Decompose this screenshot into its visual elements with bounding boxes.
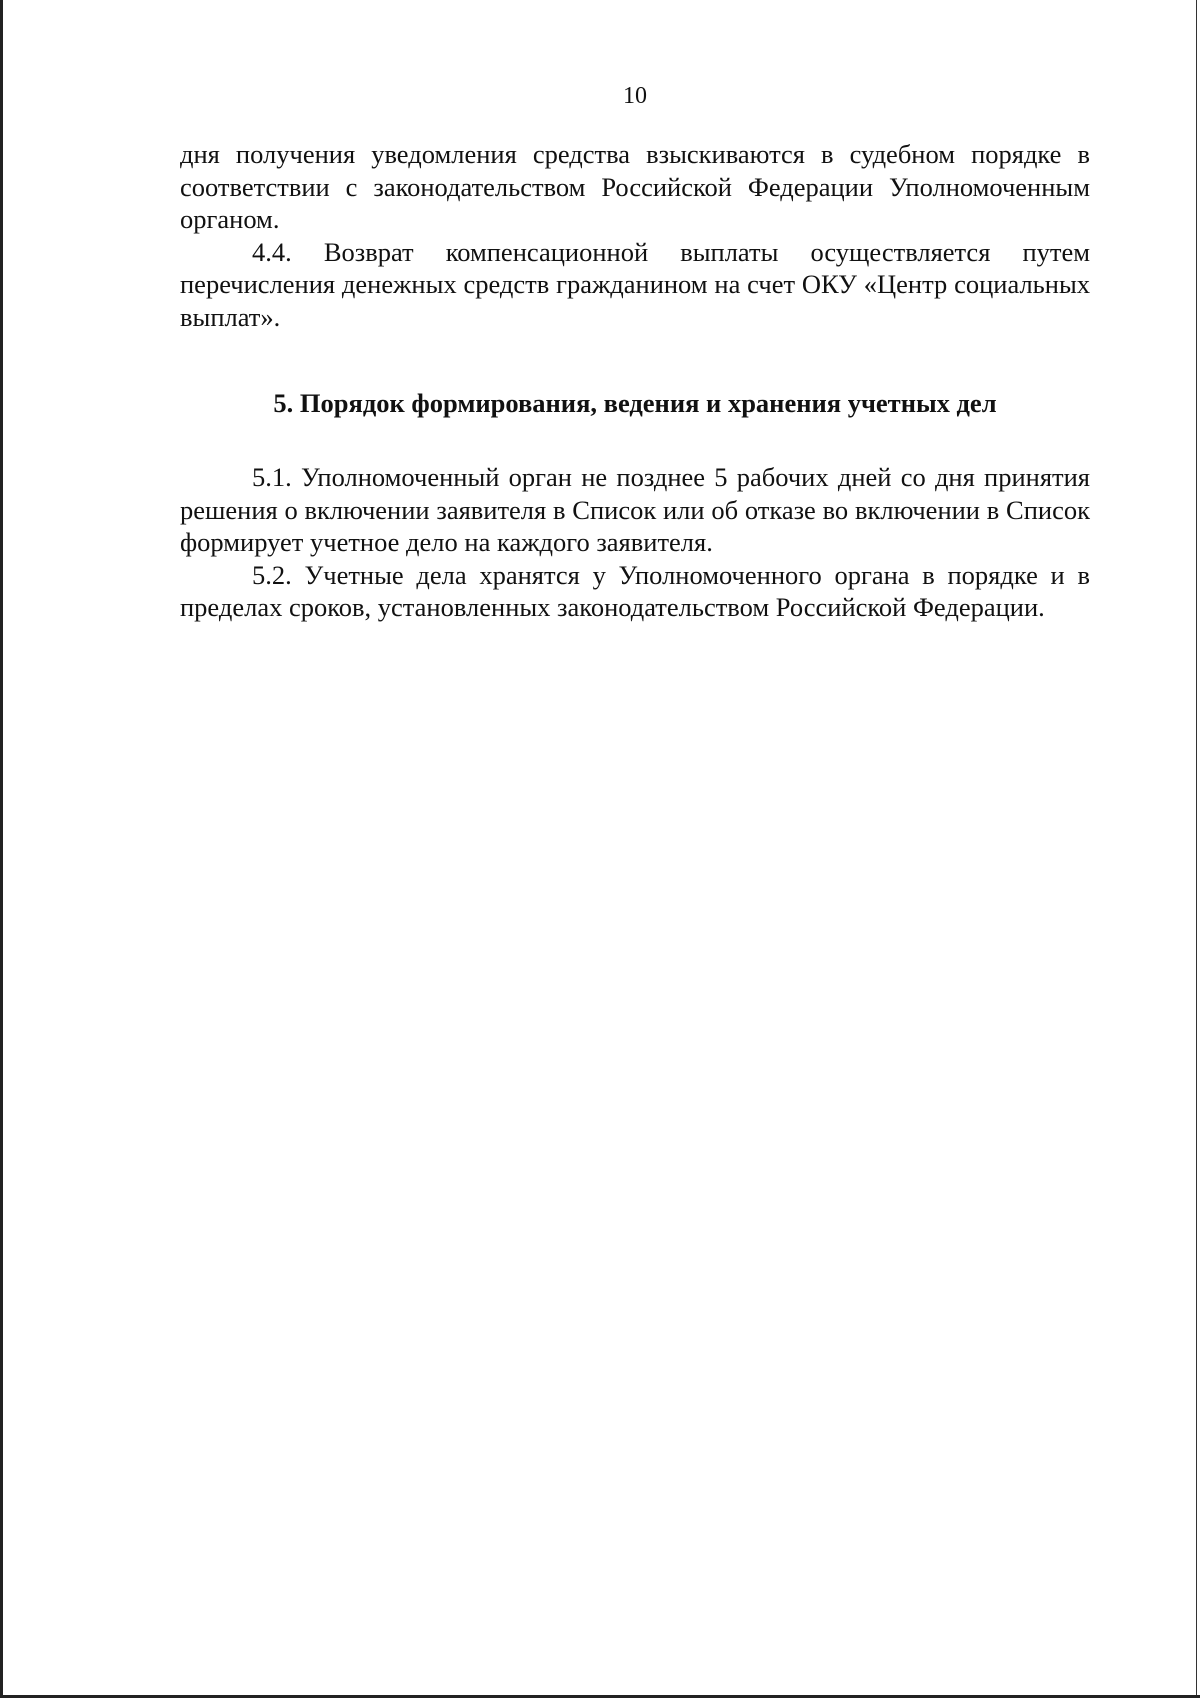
page-number: 10 [623, 83, 647, 109]
paragraph-4-4: 4.4. Возврат компенсационной выплаты осуществляется путем перечисления денежных средств гражданином на счет ОКУ «Центр социальных выплат». [180, 236, 1090, 332]
scan-border-left [0, 0, 3, 1698]
paragraph-5-2: 5.2. Учетные дела хранятся у Уполномоченного органа в порядке и в пределах сроков, установленных законодательством Российской Федерации. [180, 559, 1090, 622]
scan-border-right [1196, 0, 1197, 1698]
section-heading-5: 5. Порядок формирования, ведения и хранения учетных дел [273, 388, 997, 418]
paragraph-5-1: 5.1. Уполномоченный орган не позднее 5 рабочих дней со дня принятия решения о включении заявителя в Список или об отказе во включении в Список формирует учетное дело на каждого заявителя. [180, 462, 1090, 557]
document-body [180, 138, 1090, 624]
paragraph-continuation: дня получения уведомления средства взыскиваются в судебном порядке в соответствии с законодательством Российской Федерации Уполномоченным органом. [180, 139, 1090, 234]
